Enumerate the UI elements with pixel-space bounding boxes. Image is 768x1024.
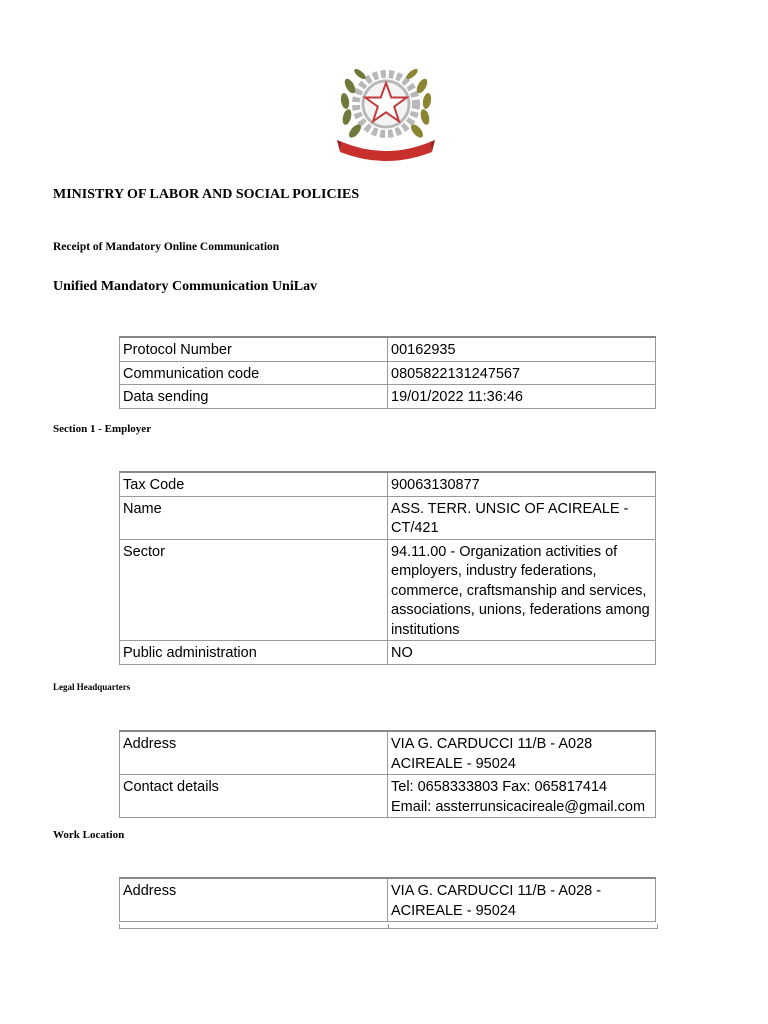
work-location-table (119, 877, 656, 922)
data-sending-label: Data sending (120, 385, 388, 409)
communication-code-value: 0805822131247567 (388, 361, 656, 385)
table-row (120, 361, 656, 385)
employer-section-title: Section 1 - Employer (53, 423, 152, 435)
table-row (120, 337, 656, 361)
tax-code-label: Tax Code (120, 472, 388, 496)
work-address-label: Address (120, 878, 388, 922)
legal-headquarters-table (119, 730, 656, 818)
communication-code-label: Communication code (120, 361, 388, 385)
table-row-continuation (119, 924, 658, 929)
document-title: Unified Mandatory Communication UniLav (53, 279, 318, 294)
work-address-value: VIA G. CARDUCCI 11/B - A028 - ACIREALE - 95024 (388, 878, 656, 922)
contact-phone-fax: Tel: 0658333803 Fax: 065817414 (391, 779, 608, 795)
sector-label: Sector (120, 539, 388, 641)
data-sending-value: 19/01/2022 11:36:46 (388, 385, 656, 409)
table-row (120, 496, 656, 539)
receipt-subtitle: Receipt of Mandatory Online Communication (53, 241, 280, 253)
protocol-number-value: 00162935 (388, 337, 656, 361)
table-row (120, 641, 656, 665)
contact-details-value (388, 775, 656, 818)
table-row (120, 385, 656, 409)
legal-address-label: Address (120, 731, 388, 775)
table-row (120, 539, 656, 641)
table-row (120, 731, 656, 775)
employer-table (119, 471, 656, 665)
table-row (120, 472, 656, 496)
name-value: ASS. TERR. UNSIC OF ACIREALE - CT/421 (388, 496, 656, 539)
table-row (120, 878, 656, 922)
work-location-title: Work Location (53, 829, 125, 841)
tax-code-value: 90063130877 (388, 472, 656, 496)
sector-value: 94.11.00 - Organization activities of employers, industry federations, commerce, craftsmanship and services, associations, unions, federations among institutions (388, 539, 656, 641)
contact-email: Email: assterrunsicacireale@gmail.com (391, 798, 646, 815)
public-administration-value: NO (388, 641, 656, 665)
protocol-number-label: Protocol Number (120, 337, 388, 361)
communication-table (119, 336, 656, 409)
contact-details-label: Contact details (120, 775, 388, 818)
name-label: Name (120, 496, 388, 539)
legal-headquarters-title: Legal Headquarters (53, 682, 131, 692)
ministry-title: MINISTRY OF LABOR AND SOCIAL POLICIES (53, 187, 360, 202)
public-administration-label: Public administration (120, 641, 388, 665)
table-row (120, 775, 656, 818)
italian-republic-emblem-icon (336, 56, 436, 166)
legal-address-value: VIA G. CARDUCCI 11/B - A028 ACIREALE - 95024 (388, 731, 656, 775)
